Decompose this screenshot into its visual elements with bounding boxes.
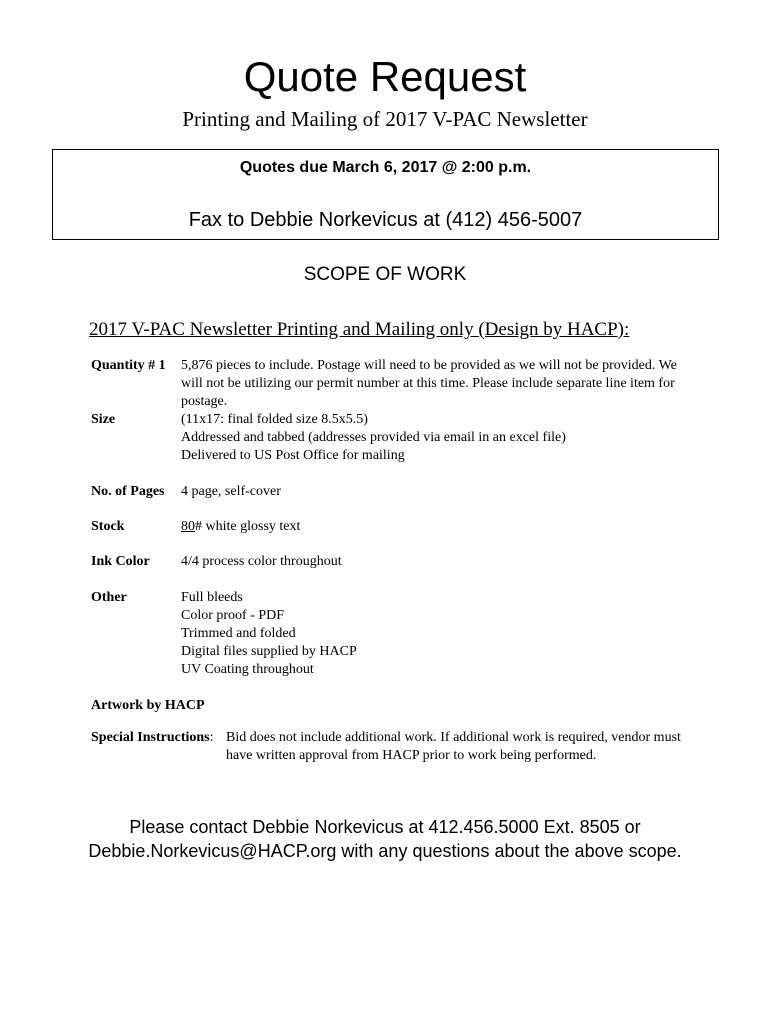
size-line: (11x17: final folded size 8.5x5.5) [181, 412, 368, 427]
other-line: Trimmed and folded [181, 626, 296, 641]
special-label-text: Special Instructions [91, 730, 210, 745]
contact-info [0, 815, 770, 863]
stock-description: # white glossy text [195, 519, 301, 534]
quantity-line: will not be utilizing our permit number at this time. Please include separate line item for [181, 376, 675, 391]
special-label-colon: : [209, 730, 214, 745]
fax-instructions: Fax to Debbie Norkevicus at (412) 456-5007 [188, 209, 583, 231]
ink-value: 4/4 process color throughout [181, 554, 342, 569]
other-label: Other [91, 590, 127, 605]
contact-line: Please contact Debbie Norkevicus at 412.456.5000 Ext. 8505 or [129, 817, 641, 837]
stock-weight: 80 [181, 519, 195, 534]
other-line: Color proof - PDF [181, 608, 285, 623]
contact-line: Debbie.Norkevicus@HACP.org with any questions about the above scope. [88, 841, 682, 861]
other-line: Full bleeds [181, 590, 243, 605]
size-line: Addressed and tabbed (addresses provided via email in an excel file) [181, 430, 566, 445]
scope-heading: SCOPE OF WORK [303, 264, 467, 285]
special-line: have written approval from HACP prior to work being performed. [226, 748, 597, 763]
deadline-text: Quotes due March 6, 2017 @ 2:00 p.m. [239, 159, 532, 176]
ink-label: Ink Color [91, 554, 150, 569]
project-title: 2017 V-PAC Newsletter Printing and Mailing only (Design by HACP): [89, 319, 630, 340]
other-value [181, 589, 721, 679]
special-line: Bid does not include additional work. If additional work is required, vendor must [226, 730, 681, 745]
quantity-line: postage. [181, 394, 228, 409]
artwork-label: Artwork by HACP [91, 698, 205, 713]
quantity-line: 5,876 pieces to include. Postage will need to be provided as we will not be provided. We [181, 358, 677, 373]
stock-value [181, 518, 721, 536]
page-title: Quote Request [243, 53, 527, 100]
other-line: Digital files supplied by HACP [181, 644, 357, 659]
stock-label: Stock [91, 519, 125, 534]
size-value [181, 411, 721, 465]
special-value [226, 729, 721, 765]
size-line: Delivered to US Post Office for mailing [181, 448, 405, 463]
other-line: UV Coating throughout [181, 662, 314, 677]
deadline-box [52, 149, 719, 240]
special-label [91, 729, 214, 747]
size-label: Size [91, 412, 116, 427]
pages-value: 4 page, self-cover [181, 484, 281, 499]
quantity-value [181, 357, 721, 411]
page-subtitle: Printing and Mailing of 2017 V-PAC Newsletter [182, 107, 588, 131]
quantity-label: Quantity # 1 [91, 358, 166, 373]
pages-label: No. of Pages [91, 484, 165, 499]
